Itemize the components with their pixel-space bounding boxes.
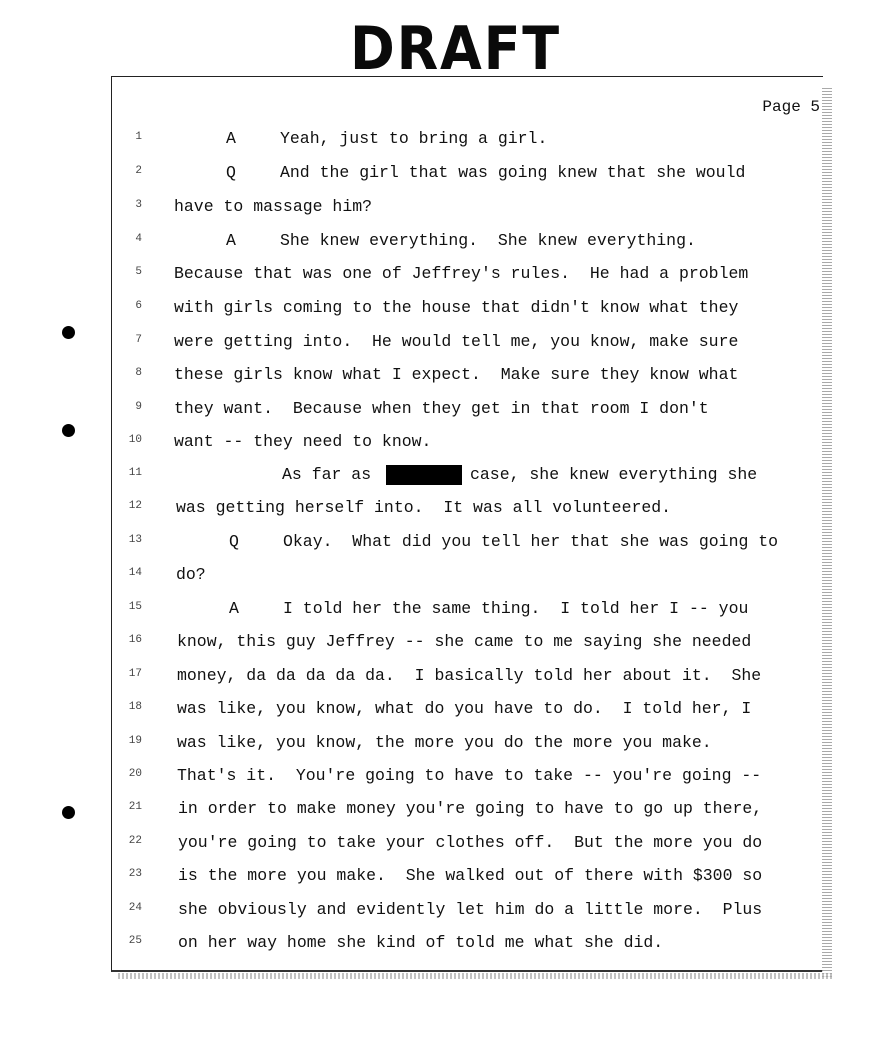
line-number: 17 <box>128 668 142 680</box>
transcript-line <box>0 931 876 955</box>
transcript-line <box>0 496 876 520</box>
page-edge-bottom <box>118 973 834 979</box>
line-text: I told her the same thing. I told her I -- you <box>283 599 749 618</box>
transcript-line <box>0 797 876 821</box>
transcript-line <box>0 864 876 888</box>
line-number: 1 <box>135 131 142 143</box>
line-text: is the more you make. She walked out of there with $300 so <box>178 866 763 885</box>
line-text: have to massage him? <box>174 197 373 216</box>
line-text: Okay. What did you tell her that she was going to <box>283 532 779 551</box>
line-number: 13 <box>128 534 142 546</box>
line-number: 8 <box>135 367 142 379</box>
line-text: As far as <box>282 465 372 484</box>
transcript-line <box>0 831 876 855</box>
line-text: That's it. You're going to have to take -- you're going -- <box>177 766 762 785</box>
line-number: 2 <box>135 165 142 177</box>
speaker-label: Q <box>229 532 239 551</box>
line-text: in order to make money you're going to have to go up there, <box>178 799 763 818</box>
page-number: Page 5 <box>762 98 820 116</box>
transcript-line <box>0 764 876 788</box>
line-text: money, da da da da da. I basically told her about it. She <box>177 666 762 685</box>
line-number: 3 <box>135 199 142 211</box>
line-number: 10 <box>128 434 142 446</box>
transcript-line <box>0 697 876 721</box>
transcript-line <box>0 229 876 253</box>
line-number: 7 <box>135 334 142 346</box>
line-number: 4 <box>135 233 142 245</box>
speaker-label: A <box>226 129 236 148</box>
line-number: 9 <box>135 401 142 413</box>
line-text: on her way home she kind of told me what she did. <box>178 933 664 952</box>
transcript-line <box>0 127 876 151</box>
line-text: was getting herself into. It was all volunteered. <box>176 498 672 517</box>
line-number: 15 <box>128 601 142 613</box>
line-text: And the girl that was going knew that she would <box>280 163 746 182</box>
transcript-line <box>0 731 876 755</box>
line-number: 23 <box>128 868 142 880</box>
line-number: 6 <box>135 300 142 312</box>
line-text: She knew everything. She knew everything. <box>280 231 696 250</box>
line-text: were getting into. He would tell me, you know, make sure <box>174 332 739 351</box>
line-text: want -- they need to know. <box>174 432 432 451</box>
line-number: 25 <box>128 935 142 947</box>
line-number: 16 <box>128 634 142 646</box>
speaker-label: A <box>226 231 236 250</box>
transcript-line <box>0 597 876 621</box>
line-text: know, this guy Jeffrey -- she came to me saying she needed <box>177 632 752 651</box>
line-number: 18 <box>128 701 142 713</box>
speaker-label: A <box>229 599 239 618</box>
line-text: was like, you know, what do you have to do. I told her, I <box>177 699 752 718</box>
line-number: 14 <box>128 567 142 579</box>
transcript-line <box>0 563 876 587</box>
draft-stamp: DRAFT <box>350 14 561 84</box>
line-number: 20 <box>128 768 142 780</box>
transcript-line <box>0 397 876 421</box>
redaction-box <box>386 465 462 485</box>
transcript-line <box>0 195 876 219</box>
line-number: 11 <box>128 467 142 479</box>
line-number: 19 <box>128 735 142 747</box>
line-number: 21 <box>128 801 142 813</box>
transcript-line <box>0 363 876 387</box>
transcript-line <box>0 161 876 185</box>
line-text: these girls know what I expect. Make sure they know what <box>174 365 739 384</box>
line-text: Because that was one of Jeffrey's rules. He had a problem <box>174 264 749 283</box>
line-number: 22 <box>128 835 142 847</box>
line-number: 12 <box>128 500 142 512</box>
transcript-line <box>0 664 876 688</box>
transcript-line <box>0 330 876 354</box>
line-text: with girls coming to the house that didn't know what they <box>174 298 739 317</box>
transcript-line <box>0 463 876 487</box>
transcript-line <box>0 296 876 320</box>
transcript-line <box>0 898 876 922</box>
transcript-line <box>0 430 876 454</box>
line-text: Yeah, just to bring a girl. <box>280 129 548 148</box>
line-text: case, she knew everything she <box>470 465 758 484</box>
line-number: 5 <box>135 266 142 278</box>
speaker-label: Q <box>226 163 236 182</box>
transcript-line <box>0 630 876 654</box>
line-number: 24 <box>128 902 142 914</box>
transcript-line <box>0 530 876 554</box>
line-text: do? <box>176 565 206 584</box>
line-text: they want. Because when they get in that room I don't <box>174 399 709 418</box>
line-text: was like, you know, the more you do the more you make. <box>177 733 712 752</box>
line-text: you're going to take your clothes off. But the more you do <box>178 833 763 852</box>
line-text: she obviously and evidently let him do a little more. Plus <box>178 900 763 919</box>
transcript-line <box>0 262 876 286</box>
